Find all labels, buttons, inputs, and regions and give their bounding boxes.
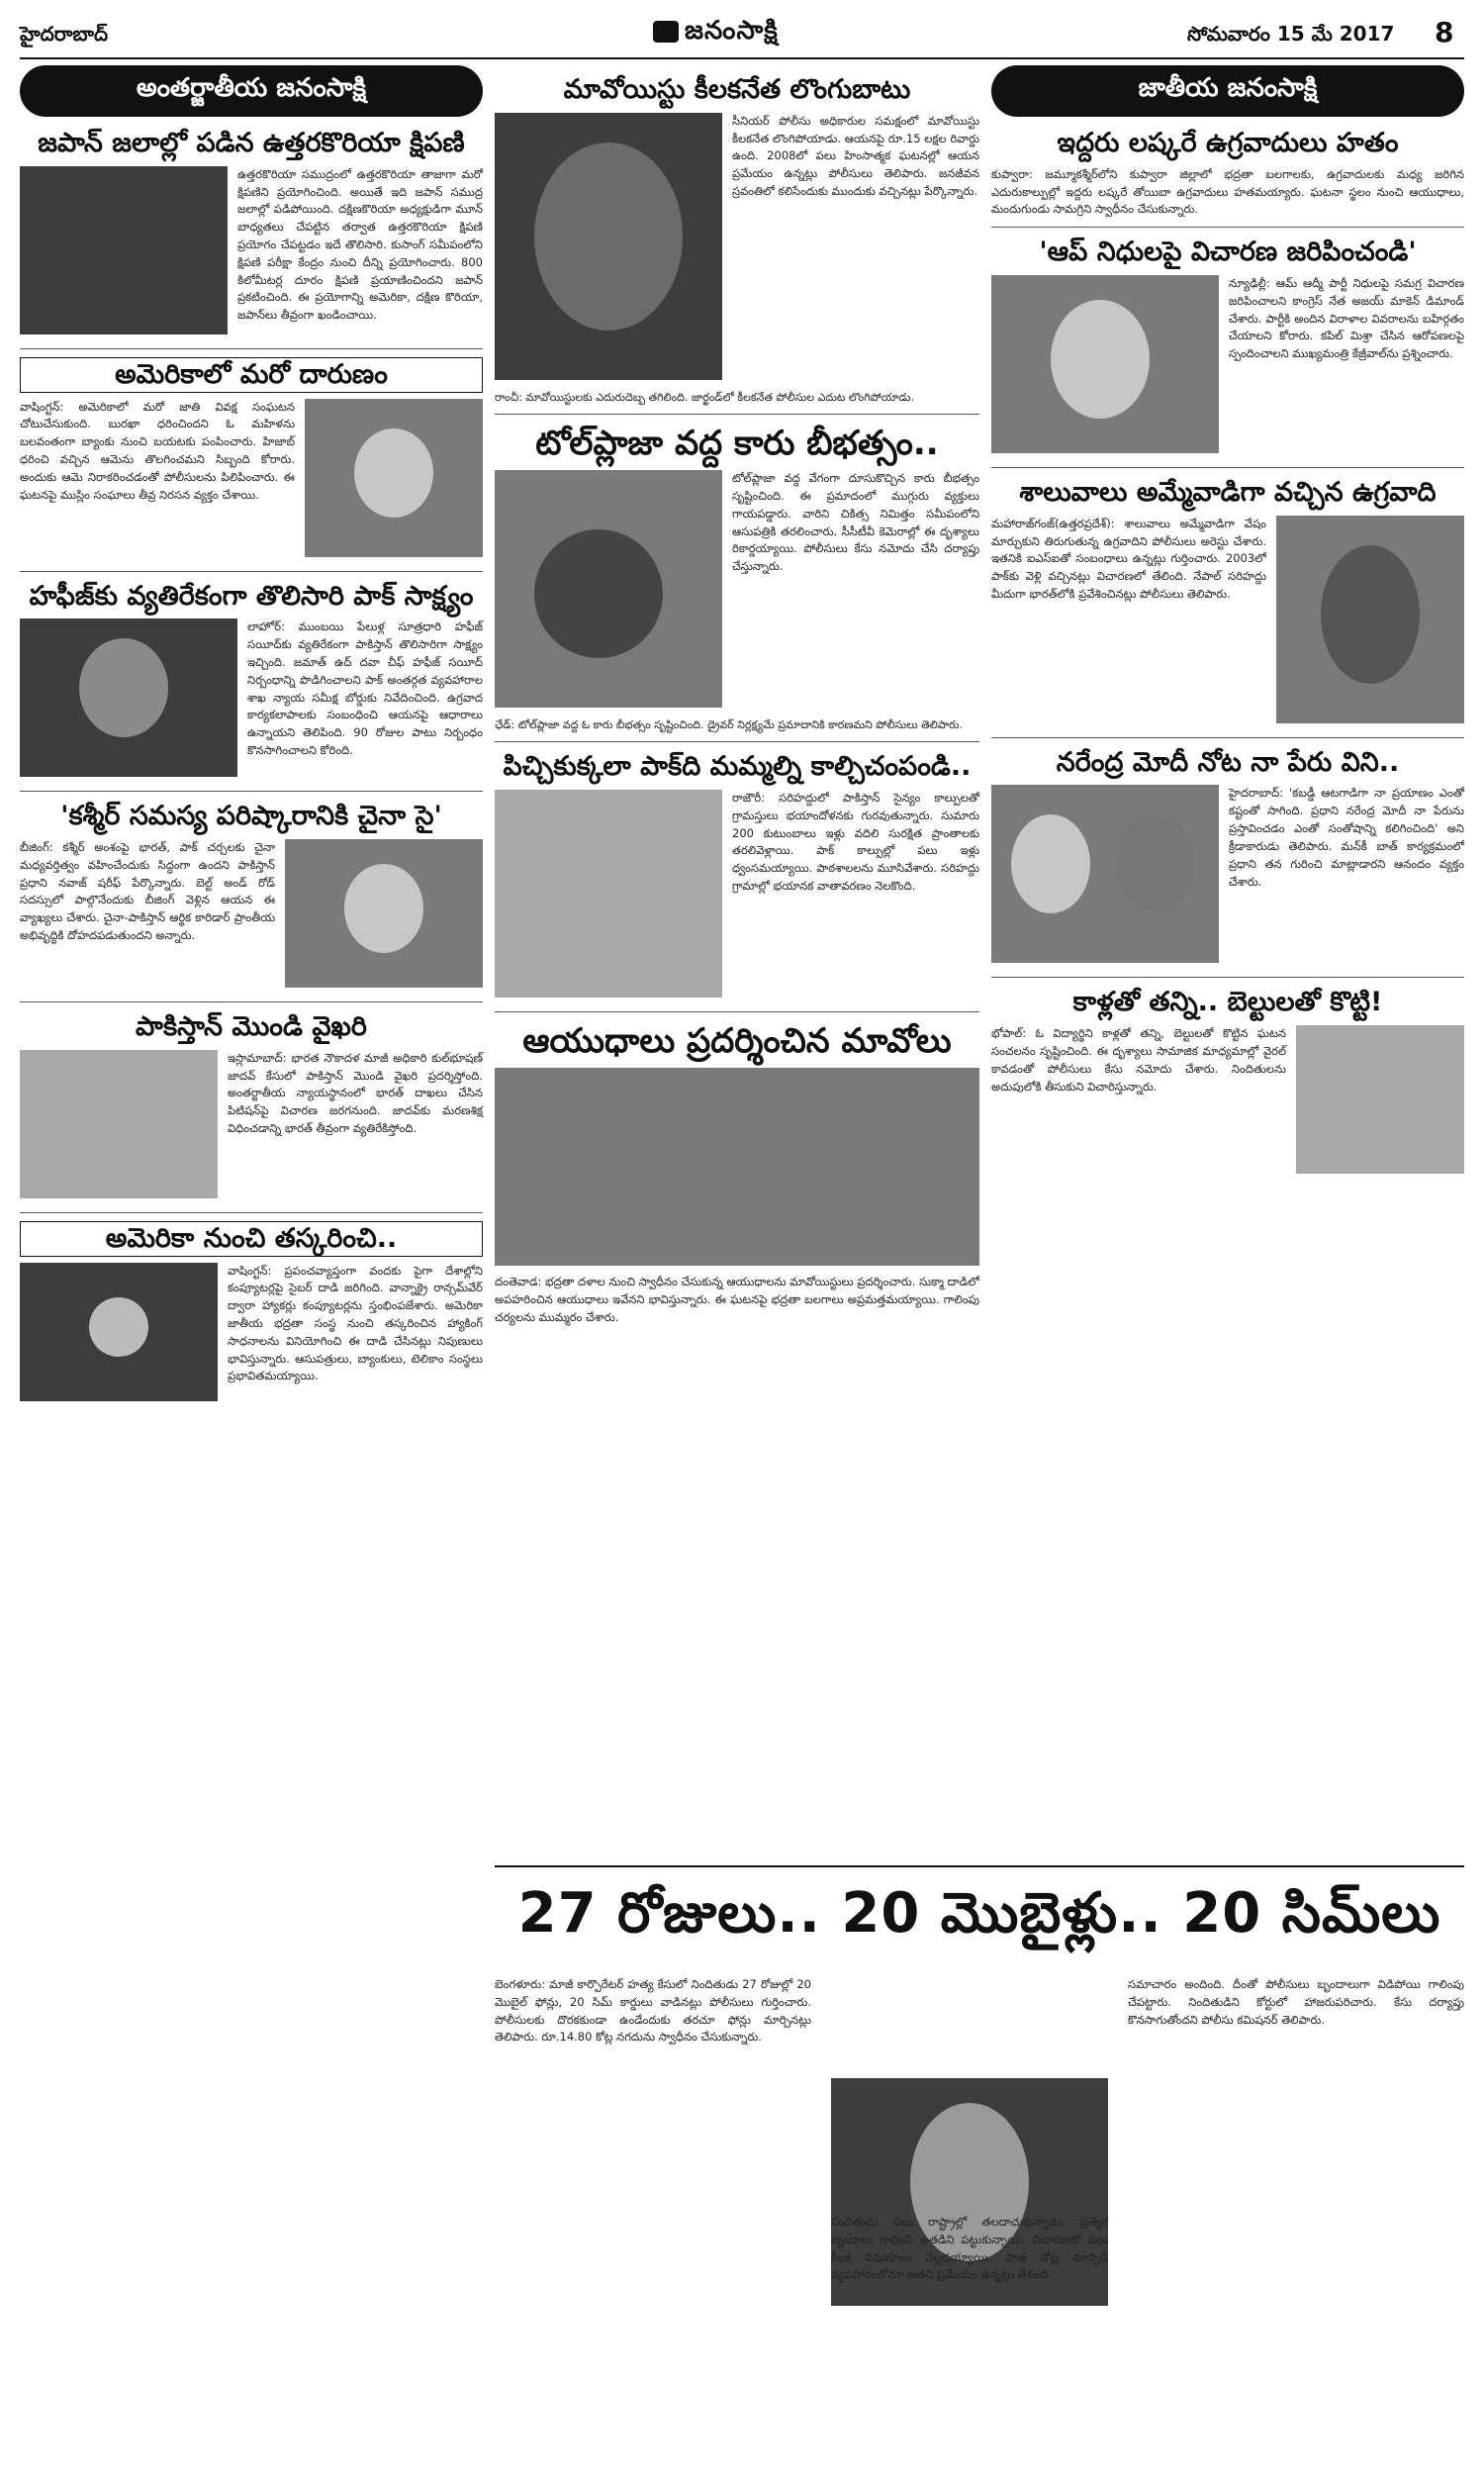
article-maoist-weapons — [495, 1020, 979, 1327]
article-headline: ఇద్దరు లష్కరే ఉగ్రవాదులు హతం — [1057, 128, 1399, 158]
sharif-photo — [285, 839, 483, 988]
article-headline: నరేంద్ర మోదీ నోట నా పేరు విని.. — [1056, 746, 1400, 778]
feature-body-1: బెంగళూరు: మాజీ కార్పొరేటర్ హత్య కేసులో నిందితుడు 27 రోజుల్లో 20 మొబైల్ ఫోన్లు, 20 సిమ్ కార్డులు వాడినట్లు పోలీసులు గుర్తించారు. పోలీసులకు దొరకకుండా ఉండేందుకు తరచూ ఫోన్లు మార్చినట్లు తెలిపారు. రూ.14.80 కోట్ల నగదును స్వాధీనం చేసుకున్నారు. — [495, 1977, 811, 2045]
masthead — [20, 10, 1464, 59]
article-body: భోపాల్: ఓ విద్యార్థిని కాళ్లతో తన్ని, బెల్టులతో కొట్టిన ఘటన సంచలనం సృష్టించింది. ఈ దృశ్యాలు సామాజిక మాధ్యమాల్లో వైరల్ కావడంతో పోలీసులు కేసు నమోదు చేశారు. నిందితులను అదుపులోకి తీసుకుని విచారిస్తున్నారు. — [991, 1026, 1286, 1094]
laptop-photo — [20, 1263, 218, 1401]
article-body: రాజౌరీ: సరిహద్దులో పాకిస్తాన్ సైన్యం కాల్పులతో గ్రామస్తులు భయాందోళనకు గురవుతున్నారు. సుమారు 200 కుటుంబాలు ఇళ్లు వదిలి సురక్షిత ప్రాంతాలకు తరలివెళ్లాయి. పాక్ కాల్పుల్లో పలు ఇళ్లు ధ్వంసమయ్యాయి. పాఠశాలలను మూసివేశారు. సరిహద్దు గ్రామాల్లో భయానక వాతావరణం నెలకొంది. — [732, 790, 979, 893]
article-body: వాషింగ్టన్: అమెరికాలో మరో జాతి వివక్ష సంఘటన చోటుచేసుకుంది. బురఖా ధరించిందని ఓ మహిళను బలవంతంగా బ్యాంకు నుంచి బయటకు పంపించారు. హిజాబ్ ధరించి వచ్చిన ఆమెను తొలగించమని సిబ్బంది కోరారు. అందుకు ఆమె నిరాకరించడంతో పోలీసులను పిలిపించారు. ఈ ఘటనపై ముస్లిం సంఘాలు తీవ్ర నిరసన వ్యక్తం చేశాయి. — [20, 399, 295, 502]
woman-photo — [305, 399, 483, 557]
weapons-photo — [495, 1068, 979, 1266]
article-headline: టోల్‌ప్లాజా వద్ద కారు బీభత్సం.. — [535, 423, 939, 463]
maoist-leader-photo — [495, 113, 722, 380]
feature-body-2: నిందితుడు పలు రాష్ట్రాల్లో తలదాచుకున్నాడు. ప్రత్యేక బృందాలు గాలించి అతడిని పట్టుకున్నాయి. విచారణలో పలు కీలక విషయాలు వెల్లడయ్యాయి. పాత నోట్ల మార్పిడి వ్యవహారంలోనూ అతని ప్రమేయం ఉన్నట్లు తేలింది. — [831, 2215, 1108, 2282]
article-body: మహారాజ్‌గంజ్(ఉత్తరప్రదేశ్): శాలువాలు అమ్మేవాడిగా వేషం మార్చుకుని తిరుగుతున్న ఉగ్రవాదిని పోలీసులు అరెస్టు చేశారు. ఇతనికి ఐఎస్ఐతో సంబంధాలు ఉన్నట్లు గుర్తించారు. 2003లో పాక్‌కు వెళ్లి వచ్చినట్లు విచారణలో తేలింది. నేపాల్ సరిహద్దు మీదుగా భారత్‌లోకి ప్రవేశించినట్లు పోలీసులు తెలిపారు. — [991, 516, 1266, 601]
article-body: హైదరాబాద్: 'కబడ్డీ ఆటగాడిగా నా ప్రయాణం ఎంతో కష్టంతో సాగింది. ప్రధాని నరేంద్ర మోదీ నా పేరును ప్రస్తావించడం ఎంతో సంతోషాన్ని కలిగించింది' అని క్రీడాకారుడు తెలిపారు. మన్‌కీ బాత్ కార్యక్రమంలో ప్రధాని తన గురించి మాట్లాడారని ఆనందం వ్యక్తం చేశారు. — [1229, 786, 1464, 889]
missile-photo — [20, 166, 228, 334]
maken-photo — [991, 275, 1219, 453]
article-headline: ఆయుధాలు ప్రదర్శించిన మావోలు — [522, 1020, 952, 1061]
article-body: ఇస్లామాబాద్: భారత నౌకాదళ మాజీ అధికారి కుల్‌భూషణ్ జాదవ్ కేసులో పాకిస్తాన్ మొండి వైఖరి ప్రదర్శిస్తోంది. అంతర్జాతీయ న్యాయస్థానంలో భారత్ దాఖలు చేసిన పిటిషన్‌పై విచారణ జరగనుంది. జాదవ్‌కు మరణశిక్ష విధించడాన్ని భారత్ తీవ్రంగా వ్యతిరేకిస్తోంది. — [228, 1050, 483, 1135]
article-us-incident — [20, 357, 483, 563]
car-accident-photo — [495, 470, 722, 708]
article-shawl-seller — [991, 476, 1464, 729]
article-headline: అమెరికాలో మరో దారుణం — [20, 357, 483, 393]
article-north-korea — [20, 127, 483, 340]
article-maoist-surrender — [495, 73, 979, 406]
article-aap-funds — [991, 236, 1464, 459]
hafiz-photo — [20, 618, 237, 777]
article-headline: శాలువాలు అమ్మేవాడిగా వచ్చిన ఉగ్రవాది — [1019, 476, 1437, 508]
logo-mark-icon — [653, 21, 679, 43]
article-hafiz — [20, 580, 483, 784]
national-column — [991, 65, 1464, 1180]
photo-caption: ఛేడ్: టోల్‌ప్లాజా వద్ద ఓ కారు బీభత్సం సృష్టించింది. డ్రైవర్ నిర్లక్ష్యమే ప్రమాదానికి కారణమని పోలీసులు తెలిపారు. — [495, 718, 963, 732]
article-headline: అమెరికా నుంచి తస్కరించి.. — [20, 1221, 483, 1257]
feature-headline: 27 రోజులు.. 20 మొబైళ్లు.. 20 సిమ్‌లు — [517, 1881, 1441, 1946]
article-headline: 'కశ్మీర్ సమస్య పరిష్కారానికి చైనా సై' — [60, 801, 442, 832]
article-headline: హఫీజ్‌కు వ్యతిరేకంగా తొలిసారి పాక్ సాక్ష్యం — [29, 580, 474, 612]
article-headline: కాళ్లతో తన్ని.. బెల్టులతో కొట్టి! — [1072, 987, 1383, 1018]
photo-caption: రాంచీ: మావోయిస్టులకు ఎదురుదెబ్బ తగిలింది. జార్ఖండ్‌లో కీలకనేత పోలీసుల ఎదుట లొంగిపోయాడు. — [495, 390, 914, 404]
article-headline: పాకిస్తాన్ మొండి వైఖరి — [136, 1011, 367, 1042]
article-body: లాహోర్: ముంబయి పేలుళ్ల సూత్రధారి హఫీజ్ సయీద్‌కు వ్యతిరేకంగా పాకిస్తాన్ తొలిసారిగా సాక్ష్యం ఇచ్చింది. జమాత్ ఉద్ దవా చీఫ్ హఫీజ్ సయీద్ నిర్బంధాన్ని పొడిగించాలని పాక్ అంతర్గత వ్యవహారాల శాఖ న్యాయ సమీక్ష బోర్డుకు నివేదించింది. ఉగ్రవాద కార్యకలాపాలకు సంబంధించి ఆయనపై ఆధారాలు ఉన్నాయని తెలిపింది. 90 రోజుల పాటు నిర్బంధం కొనసాగించాలని కోరింది. — [247, 619, 483, 757]
article-modi — [991, 746, 1464, 970]
article-body: ఉత్తరకొరియా సముద్రంలో ఉత్తరకొరియా తాజాగా మరో క్షిపణిని ప్రయోగించింది. అయితే ఇది జపాన్ సముద్ర జలాల్లో పడిపోయింది. దక్షిణకొరియా అధ్యక్షుడిగా మూన్ బాధ్యతలు చేపట్టిన తర్వాత ఉత్తరకొరియా క్షిపణి ప్రయోగం చేపట్టడం ఇదే తొలిసారి. కుసాంగ్ సమీపంలోని క్షిపణి పరీక్షా కేంద్రం నుంచి దీన్ని ప్రయోగించారు. 800 కిలోమీటర్ల దూరం క్షిపణి ప్రయాణించిందని జపాన్ ప్రకటించింది. ఈ ప్రయోగాన్ని అమెరికా, దక్షిణ కొరియా, జపాన్‌లు తీవ్రంగా ఖండించాయి. — [237, 166, 483, 323]
article-cyber-attack — [20, 1221, 483, 1407]
feature-body-3: సమాచారం అందింది. దీంతో పోలీసులు బృందాలుగా విడిపోయి గాలింపు చేపట్టారు. నిందితుడిని కోర్టులో హాజరుపరిచారు. కేసు దర్యాప్తు కొనసాగుతోందని పోలీసు కమిషనర్ తెలిపారు. — [1128, 1977, 1464, 2027]
masthead-city: హైదరాబాద్ — [20, 22, 109, 46]
article-body: కుప్వారా: జమ్మూకశ్మీర్‌లోని కుప్వారా జిల్లాలో భద్రతా బలగాలకు, ఉగ్రవాదులకు మధ్య జరిగిన ఎదురుకాల్పుల్లో ఇద్దరు లష్కరే తోయిబా ఉగ్రవాదులు హతమయ్యారు. ఘటనా స్థలం నుంచి ఆయుధాలు, మందుగుండు సామగ్రిని స్వాధీనం చేసుకున్నారు. — [991, 166, 1464, 217]
border-village-photo — [495, 790, 722, 998]
page-number: 8 — [1435, 16, 1454, 48]
article-headline: 'ఆప్ నిధులపై విచారణ జరిపించండి' — [1039, 237, 1417, 268]
article-body: దంతెవాడ: భద్రతా దళాల నుంచి స్వాధీనం చేసుకున్న ఆయుధాలను మావోయిస్టులు ప్రదర్శించారు. సుక్మా దాడిలో అపహరించిన ఆయుధాలు ఇవేనని భావిస్తున్నారు. ఈ ఘటనపై భద్రతా బలగాలు అప్రమత్తమయ్యాయి. గాలింపు చర్యలను ముమ్మరం చేశారు. — [495, 1275, 979, 1324]
article-toll-plaza — [495, 423, 979, 733]
article-body: న్యూఢిల్లీ: ఆమ్ ఆద్మీ పార్టీ నిధులపై సమగ్ర విచారణ జరిపించాలని కాంగ్రెస్ నేత అజయ్ మాకెన్ డిమాండ్ చేశారు. పార్టీకి అందిన విరాళాల వివరాలను బహిర్గతం చేయాలని కోరారు. కపిల్ మిశ్రా చేసిన ఆరోపణలపై స్పందించాలని ముఖ్యమంత్రి కేజ్రీవాల్‌ను ప్రశ్నించారు. — [1229, 275, 1464, 361]
article-headline: జపాన్ జలాల్లో పడిన ఉత్తరకొరియా క్షిపణి — [38, 128, 465, 158]
article-assault — [991, 986, 1464, 1180]
masthead-date: సోమవారం 15 మే 2017 — [1187, 22, 1395, 46]
article-body: టోల్‌ప్లాజా వద్ద వేగంగా దూసుకొచ్చిన కారు బీభత్సం సృష్టించింది. ఈ ప్రమాదంలో ముగ్గురు వ్యక్తులు గాయపడ్డారు. వారిని చికిత్స నిమిత్తం సమీపంలోని ఆసుపత్రికి తరలించారు. సీసీటీవీ కెమెరాల్లో ఈ దృశ్యాలు రికార్డయ్యాయి. పోలీసులు కేసు నమోదు చేసి దర్యాప్తు చేస్తున్నారు. — [732, 471, 979, 574]
article-headline: పిచ్చికుక్కలా పాక్‌ది మమ్మల్ని కాల్చిచంపండి.. — [503, 751, 972, 783]
suspect-photo — [1276, 516, 1464, 723]
masthead-logo — [653, 16, 779, 51]
section-banner-national: జాతీయ జనంసాక్షి — [991, 65, 1464, 117]
court-photo — [20, 1050, 218, 1198]
article-body: బీజింగ్: కశ్మీర్ అంశంపై భారత్, పాక్ చర్చలకు చైనా మధ్యవర్తిత్వం వహించేందుకు సిద్ధంగా ఉందని పాకిస్తాన్ ప్రధాని నవాజ్ షరీఫ్ పేర్కొన్నారు. బెల్ట్ అండ్ రోడ్ సదస్సులో పాల్గొనేందుకు బీజింగ్ వెళ్లిన ఆయన ఈ వ్యాఖ్యలు చేశారు. చైనా-పాకిస్తాన్ ఆర్థిక కారిడార్ ప్రాంతీయ అభివృద్ధికి దోహదపడుతుందని అన్నారు. — [20, 840, 275, 943]
article-pakistan-stubborn — [20, 1010, 483, 1204]
international-column — [20, 65, 483, 1407]
assault-photo — [1296, 1025, 1464, 1174]
bottom-feature — [495, 1865, 1464, 2451]
article-border-firing — [495, 750, 979, 1003]
article-body: సీనియర్ పోలీసు అధికారుల సమక్షంలో మావోయిస్టు కీలకనేత లొంగిపోయాడు. ఆయనపై రూ.15 లక్షల రివార్డు ఉంది. 2008లో పలు హింసాత్మక ఘటనల్లో ఆయన ప్రమేయం ఉన్నట్లు పోలీసులు తెలిపారు. జనజీవన స్రవంతిలో కలిసేందుకు ముందుకు వచ్చినట్లు పేర్కొన్నారు. — [732, 113, 979, 198]
article-body: వాషింగ్టన్: ప్రపంచవ్యాప్తంగా వందకు పైగా దేశాల్లోని కంప్యూటర్లపై సైబర్ దాడి జరిగింది. వాన్నాక్రై రాన్సమ్‌వేర్ ద్వారా హ్యాకర్లు కంప్యూటర్లను స్తంభింపజేశారు. అమెరికా జాతీయ భద్రతా సంస్థ నుంచి తస్కరించిన హ్యాకింగ్ సాధనాలను వినియోగించి ఈ దాడి చేసినట్లు నిపుణులు భావిస్తున్నారు. ఆసుపత్రులు, బ్యాంకులు, టెలికాం సంస్థలు ప్రభావితమయ్యాయి. — [228, 1263, 483, 1383]
middle-column — [495, 65, 979, 1327]
modi-player-photo — [991, 785, 1219, 963]
article-lashkar — [991, 127, 1464, 219]
article-headline: మావోయిస్టు కీలకనేత లొంగుబాటు — [563, 74, 911, 105]
article-kashmir-china — [20, 800, 483, 994]
section-banner-international: అంతర్జాతీయ జనంసాక్షి — [20, 65, 483, 117]
paper-name: జనంసాక్షి — [685, 16, 779, 46]
